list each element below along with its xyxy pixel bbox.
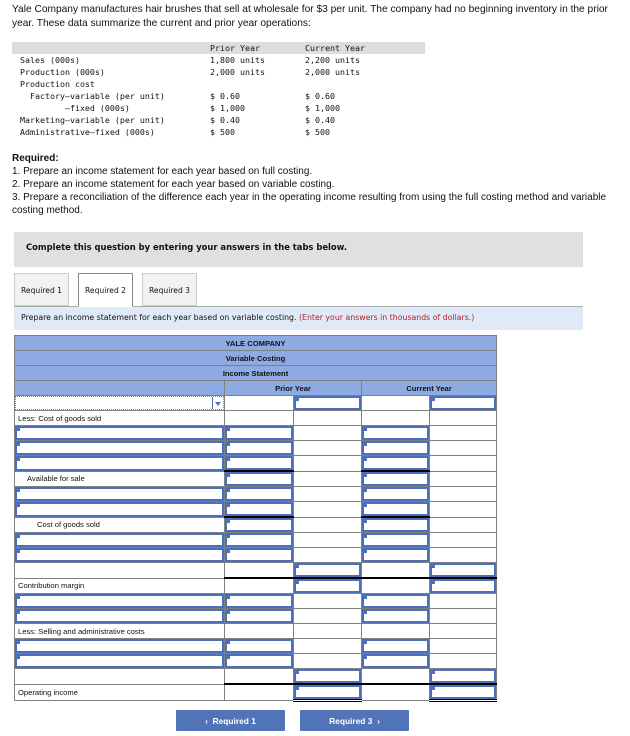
tab-instruction (14, 307, 583, 330)
row-label-cell (15, 654, 225, 669)
required-title: Required: (12, 153, 59, 164)
prior-total-input[interactable] (294, 396, 361, 410)
line-item-input[interactable] (15, 594, 224, 608)
prior-total-cell (294, 639, 362, 654)
current-total-cell (430, 517, 497, 533)
prior-total-cell (294, 471, 362, 487)
statement-row (15, 609, 497, 624)
current-amount-cell (362, 411, 430, 426)
data-row (12, 90, 425, 102)
line-item-input[interactable] (15, 548, 224, 562)
current-amount-cell (362, 609, 430, 624)
line-item-input[interactable] (15, 654, 224, 668)
prior-amount-input[interactable] (225, 456, 293, 470)
prior-amount-input[interactable] (225, 654, 293, 668)
current-total-input[interactable] (430, 396, 496, 410)
statement-row (15, 578, 497, 594)
statement-row (15, 441, 497, 456)
current-total-cell (430, 533, 497, 548)
current-amount-cell (362, 533, 430, 548)
statement-row (15, 548, 497, 563)
current-total-input[interactable] (430, 563, 496, 577)
data-prior: $ 500 (210, 127, 235, 137)
data-prior: $ 1,000 (210, 103, 245, 113)
prior-total-cell (294, 578, 362, 594)
prior-total-input[interactable] (294, 685, 361, 699)
line-item-dropdown[interactable] (15, 396, 224, 410)
prior-amount-input[interactable] (225, 639, 293, 653)
prior-amount-input[interactable] (225, 609, 293, 623)
current-total-cell (430, 426, 497, 441)
row-label-cell: Less: Selling and administrative costs (15, 624, 225, 639)
prior-amount-cell (225, 624, 294, 639)
prior-total-cell (294, 517, 362, 533)
prior-amount-input[interactable] (225, 533, 293, 547)
current-amount-cell (362, 594, 430, 609)
data-label: Marketing—variable (per unit) (20, 115, 165, 125)
prior-total-cell (294, 426, 362, 441)
prior-total-cell (294, 548, 362, 563)
current-total-cell (430, 609, 497, 624)
current-total-cell (430, 471, 497, 487)
prior-amount-cell (225, 487, 294, 502)
required-item: 2. Prepare an income statement for each year based on variable costing. (12, 179, 335, 190)
current-total-cell (430, 548, 497, 563)
prior-amount-input[interactable] (225, 502, 293, 516)
prior-total-cell (294, 669, 362, 685)
data-prior: $ 0.60 (210, 91, 240, 101)
prior-amount-input[interactable] (225, 441, 293, 455)
row-label-cell (15, 609, 225, 624)
prior-total-cell (294, 502, 362, 518)
current-total-cell (430, 654, 497, 669)
data-label: Production (000s) (20, 67, 105, 77)
prior-total-input[interactable] (294, 579, 361, 593)
current-amount-input[interactable] (362, 533, 429, 547)
statement-row (15, 411, 497, 426)
current-total-cell (430, 487, 497, 502)
line-item-input[interactable] (15, 639, 224, 653)
row-label-cell: Less: Cost of goods sold (15, 411, 225, 426)
current-total-cell (430, 396, 497, 411)
data-current: $ 0.40 (305, 115, 335, 125)
prior-amount-input[interactable] (225, 548, 293, 562)
current-amount-cell (362, 441, 430, 456)
current-amount-input[interactable] (362, 609, 429, 623)
prior-amount-cell (225, 669, 294, 685)
prior-total-input[interactable] (294, 669, 361, 683)
current-amount-cell (362, 684, 430, 701)
statement-row (15, 624, 497, 639)
data-table-header (12, 42, 425, 54)
current-amount-cell (362, 396, 430, 411)
row-label-cell (15, 456, 225, 472)
prior-amount-cell (225, 517, 294, 533)
prior-amount-cell (225, 533, 294, 548)
prior-total-cell (294, 456, 362, 472)
current-total-input[interactable] (430, 669, 496, 683)
statement-row (15, 563, 497, 579)
prior-amount-cell (225, 609, 294, 624)
line-item-input[interactable] (15, 502, 224, 517)
prior-amount-input[interactable] (225, 594, 293, 608)
problem-intro: Yale Company manufactures hair brushes that sell at wholesale for $3 per unit. The company had no beginning inventory in the prior year. These data summarize the current and prior year operations: (12, 4, 608, 29)
statement-row (15, 456, 497, 472)
row-label-cell (15, 548, 225, 563)
prior-total-cell (294, 654, 362, 669)
prior-total-cell (294, 563, 362, 579)
prior-amount-cell (225, 578, 294, 594)
prior-amount-cell (225, 654, 294, 669)
current-total-cell (430, 563, 497, 579)
data-current: $ 0.60 (305, 91, 335, 101)
current-total-cell (430, 578, 497, 594)
prior-total-cell (294, 684, 362, 701)
statement-row (15, 533, 497, 548)
data-prior: 1,800 units (210, 55, 265, 65)
statement-row (15, 517, 497, 533)
tab-required-2[interactable]: Required 2 (78, 273, 133, 307)
data-current: 2,200 units (305, 55, 360, 65)
instructions-banner (14, 232, 583, 267)
current-total-cell (430, 502, 497, 518)
tab-required-3[interactable]: Required 3 (142, 273, 197, 306)
required-section (12, 152, 612, 217)
statement-row (15, 669, 497, 685)
current-amount-input[interactable] (362, 502, 429, 516)
prior-amount-cell (225, 396, 294, 411)
prior-amount-input[interactable] (225, 472, 293, 486)
row-label-cell (15, 594, 225, 609)
header-current: Current Year (305, 43, 365, 53)
current-amount-input[interactable] (362, 487, 429, 501)
statement-row (15, 654, 497, 669)
data-row (12, 54, 425, 66)
company-name: YALE COMPANY (15, 336, 497, 351)
row-label-cell: Cost of goods sold (15, 517, 225, 533)
data-label: Production cost (20, 79, 95, 89)
current-total-cell (430, 669, 497, 685)
current-amount-cell (362, 563, 430, 579)
prev-label: Required 1 (212, 716, 256, 726)
prior-total-cell (294, 609, 362, 624)
prior-total-cell (294, 396, 362, 411)
current-amount-input[interactable] (362, 639, 429, 653)
required-item: 3. Prepare a reconciliation of the difference each year in the operating income resulting from using the full costing method and variable costing method. (12, 192, 607, 216)
banner-text: Complete this question by entering your answers in the tabs below. (26, 242, 348, 252)
data-prior: 2,000 units (210, 67, 265, 77)
row-label-cell (15, 563, 225, 579)
current-amount-cell (362, 624, 430, 639)
prior-amount-cell (225, 548, 294, 563)
current-total-cell (430, 684, 497, 701)
row-label-cell (15, 487, 225, 502)
prior-amount-cell (225, 471, 294, 487)
chevron-down-icon[interactable] (212, 397, 223, 409)
prior-total-cell (294, 441, 362, 456)
data-row (12, 126, 425, 138)
current-amount-cell (362, 426, 430, 441)
current-amount-input[interactable] (362, 594, 429, 608)
data-label: Factory—variable (per unit) (20, 91, 165, 101)
current-amount-input[interactable] (362, 456, 429, 470)
row-label-cell (15, 502, 225, 518)
row-label-cell (15, 669, 225, 685)
prior-amount-cell (225, 639, 294, 654)
current-total-cell (430, 624, 497, 639)
row-label-cell (15, 426, 225, 441)
current-amount-cell (362, 639, 430, 654)
statement-row (15, 396, 497, 411)
current-amount-input[interactable] (362, 441, 429, 455)
data-current: $ 500 (305, 127, 330, 137)
current-total-cell (430, 441, 497, 456)
row-label-cell (15, 441, 225, 456)
data-row (12, 78, 425, 90)
prior-amount-cell (225, 456, 294, 472)
prior-total-cell (294, 411, 362, 426)
current-amount-input[interactable] (362, 472, 429, 486)
tab-required-1[interactable]: Required 1 (14, 273, 69, 306)
instruction-text: Prepare an income statement for each year based on variable costing. (21, 313, 297, 322)
line-item-input[interactable] (15, 456, 224, 471)
current-amount-cell (362, 471, 430, 487)
current-amount-cell (362, 548, 430, 563)
current-total-input[interactable] (430, 685, 496, 699)
line-item-input[interactable] (15, 426, 224, 440)
prior-amount-cell (225, 426, 294, 441)
data-row (12, 102, 425, 114)
data-row (12, 114, 425, 126)
data-row (12, 66, 425, 78)
prev-required-1-button[interactable]: ‹ Required 1 (176, 710, 285, 731)
data-current: $ 1,000 (305, 103, 340, 113)
prior-amount-cell (225, 411, 294, 426)
required-item: 1. Prepare an income statement for each year based on full costing. (12, 166, 313, 177)
statement-row (15, 426, 497, 441)
current-amount-input[interactable] (362, 654, 429, 668)
prior-total-cell (294, 594, 362, 609)
current-amount-input[interactable] (362, 426, 429, 440)
column-current-year: Current Year (362, 381, 497, 396)
prior-amount-cell (225, 594, 294, 609)
current-amount-cell (362, 517, 430, 533)
prior-amount-input[interactable] (225, 518, 293, 532)
current-amount-cell (362, 669, 430, 685)
prior-total-cell (294, 533, 362, 548)
current-amount-cell (362, 456, 430, 472)
data-current: 2,000 units (305, 67, 360, 77)
prior-amount-cell (225, 563, 294, 579)
data-label: Administrative—fixed (000s) (20, 127, 155, 137)
current-amount-input[interactable] (362, 518, 429, 532)
column-prior-year: Prior Year (225, 381, 362, 396)
statement-title: Income Statement (15, 366, 497, 381)
statement-row (15, 639, 497, 654)
current-total-cell (430, 456, 497, 472)
row-label-cell: Operating income (15, 684, 225, 701)
current-total-cell (430, 411, 497, 426)
row-label-cell: Contribution margin (15, 578, 225, 594)
tab-bar (14, 273, 583, 307)
statement-row (15, 684, 497, 701)
line-item-input[interactable] (15, 487, 224, 501)
header-prior: Prior Year (210, 43, 260, 53)
data-table (12, 42, 425, 138)
current-amount-cell (362, 654, 430, 669)
prior-total-input[interactable] (294, 563, 361, 577)
row-label-cell (15, 533, 225, 548)
statement-row (15, 502, 497, 518)
statement-row (15, 487, 497, 502)
row-label-cell: Available for sale (15, 471, 225, 487)
prior-amount-cell (225, 502, 294, 518)
prior-total-cell (294, 487, 362, 502)
prior-amount-input[interactable] (225, 487, 293, 501)
prior-amount-input[interactable] (225, 426, 293, 440)
statement-row (15, 594, 497, 609)
row-label-cell (15, 396, 225, 411)
data-label: Sales (000s) (20, 55, 80, 65)
current-amount-cell (362, 487, 430, 502)
data-label: —fixed (000s) (20, 103, 130, 113)
data-prior: $ 0.40 (210, 115, 240, 125)
statement-row (15, 471, 497, 487)
prior-amount-cell (225, 441, 294, 456)
current-total-cell (430, 594, 497, 609)
instruction-note: (Enter your answers in thousands of dollars.) (298, 313, 475, 322)
current-amount-cell (362, 578, 430, 594)
costing-method: Variable Costing (15, 351, 497, 366)
current-amount-input[interactable] (362, 548, 429, 562)
current-total-cell (430, 639, 497, 654)
prior-amount-cell (225, 684, 294, 701)
next-required-3-button[interactable]: Required 3 › (300, 710, 409, 731)
current-amount-cell (362, 502, 430, 518)
line-item-input[interactable] (15, 609, 224, 623)
prior-total-cell (294, 624, 362, 639)
row-label-cell (15, 639, 225, 654)
line-item-input[interactable] (15, 533, 224, 547)
income-statement-table (14, 335, 497, 702)
next-label: Required 3 (329, 716, 373, 726)
line-item-input[interactable] (15, 441, 224, 455)
current-total-input[interactable] (430, 579, 496, 593)
